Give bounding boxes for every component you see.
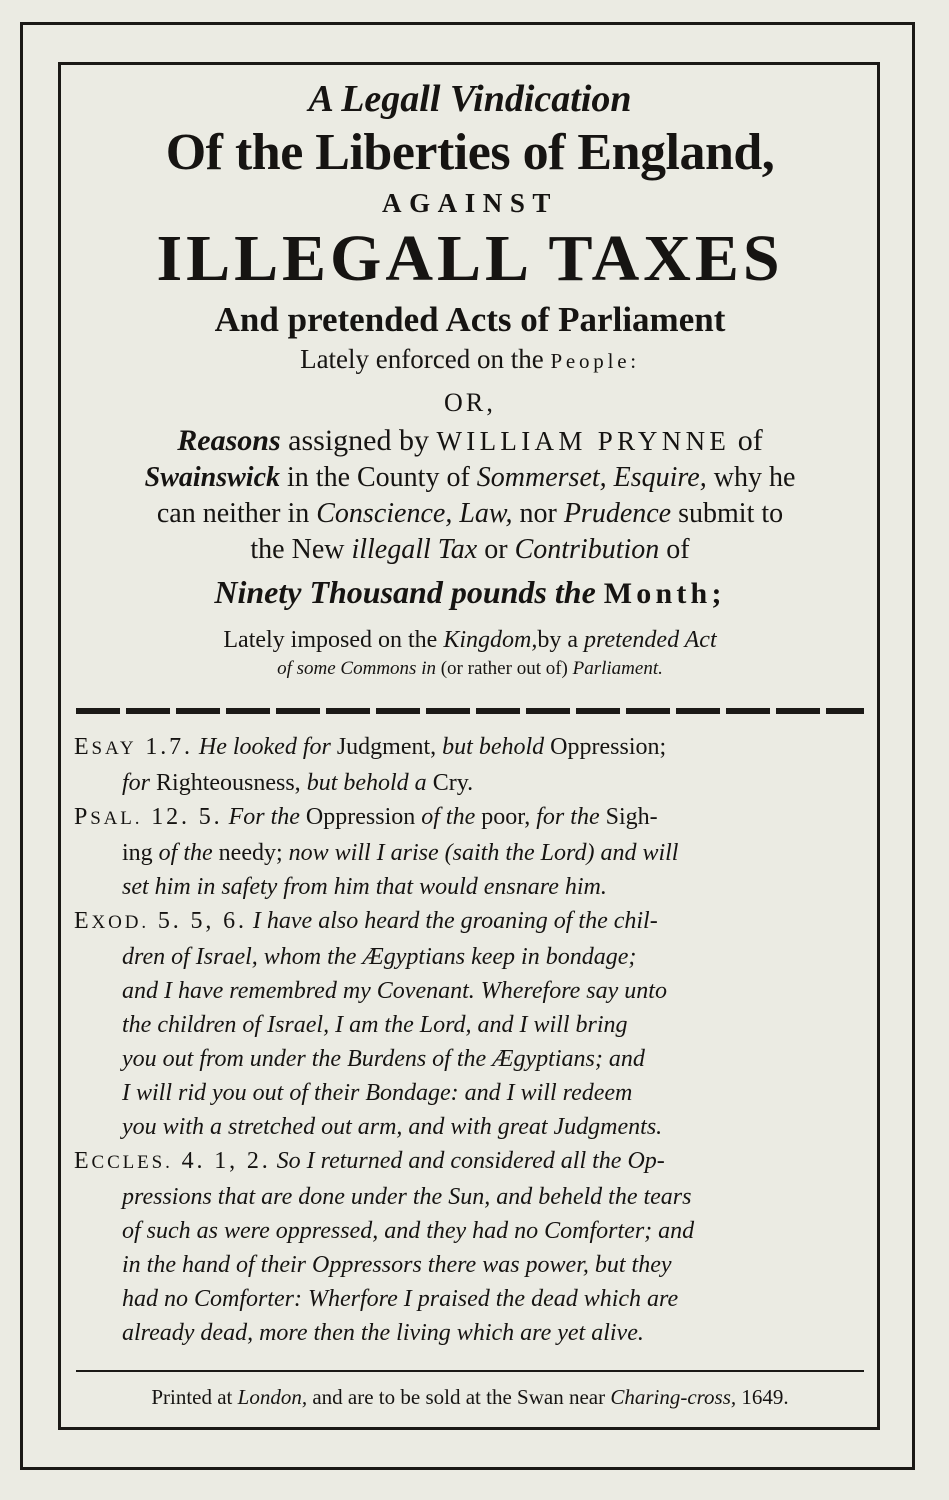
ref-cap: E <box>74 908 92 934</box>
quote-psal-line-2 <box>74 836 870 870</box>
title-line-5-text: And pretended Acts of Parliament <box>214 300 726 339</box>
text: Oppression <box>305 804 416 830</box>
imprint-text: Printed at <box>151 1385 238 1409</box>
text: now will I arise (saith the Lord) and will <box>282 840 679 866</box>
title-line-13-a: Lately imposed on the <box>223 627 444 653</box>
imprint-year: 1649. <box>736 1385 789 1409</box>
title-line-5 <box>70 298 870 342</box>
quote-psal-line-1 <box>74 800 870 836</box>
quote-exod-line-7: you with a stretched out arm, and with great Judgments. <box>122 1114 663 1140</box>
quote-eccles-line-6: already dead, more then the living which are yet alive. <box>122 1320 644 1346</box>
title-line-10-b: Conscience, Law, <box>316 498 513 529</box>
title-line-2: Of the Liberties of England, <box>165 124 775 181</box>
quote-eccles-line-2: pressions that are done under the Sun, and beheld the tears <box>122 1184 692 1210</box>
scripture-quotes <box>74 730 870 1350</box>
text: needy; <box>218 840 283 866</box>
title-line-12 <box>70 570 870 616</box>
quote-eccles-line-5: had no Comforter: Wherfore I praised the dead which are <box>122 1286 679 1312</box>
text: of the <box>152 840 219 866</box>
title-line-10-e: submit to <box>671 498 784 529</box>
title-line-9-a: Swainswick <box>144 462 281 493</box>
quote-eccles-line-1 <box>74 1144 870 1180</box>
text: Righteousness, <box>156 770 301 796</box>
quote-exod-line-4: the children of Israel, I am the Lord, and I will bring <box>122 1012 628 1038</box>
quote-exod-line-1 <box>74 904 870 940</box>
title-line-13 <box>70 624 870 656</box>
title-line-6-b: People: <box>550 349 640 373</box>
text: but behold <box>436 734 551 760</box>
text: Judgment, <box>336 734 437 760</box>
text: but behold a <box>300 770 433 796</box>
quote-exod-line-5: you out from under the Burdens of the Ægyptians; and <box>122 1046 645 1072</box>
title-line-8-d: of <box>730 424 763 457</box>
quote-esay-line-2 <box>74 766 870 800</box>
text: I have also heard the groaning of the chil- <box>246 908 658 934</box>
title-line-8-b: assigned by <box>280 424 437 457</box>
title-line-14-b: (or rather out of) <box>440 658 568 679</box>
quote-exod-line-6: I will rid you out of their Bondage: and I will redeem <box>122 1080 633 1106</box>
title-line-6 <box>70 342 870 378</box>
imprint-text: and are to be sold at the Swan near <box>307 1385 611 1409</box>
title-line-13-d: pretended Act <box>584 627 717 653</box>
ornamental-rule <box>76 708 864 714</box>
title-line-1: A Legall Vindication <box>308 78 632 120</box>
title-line-10-c: nor <box>512 498 564 529</box>
title-line-6-a: Lately enforced on the <box>300 344 551 374</box>
title-block <box>70 72 870 1409</box>
title-line-11-b: illegall Tax <box>351 534 478 565</box>
imprint-rule <box>76 1370 864 1372</box>
title-line-9 <box>70 460 870 496</box>
quote-exod-line-2: dren of Israel, whom the Ægyptians keep in bondage; <box>122 944 637 970</box>
title-line-11-d: Contribution <box>514 534 660 565</box>
title-line-9-c: Sommerset, Esquire, <box>476 462 707 493</box>
ref-small: XOD. <box>91 912 149 933</box>
text: of the <box>415 804 482 830</box>
quote-esay-line-1 <box>74 730 870 766</box>
quote-eccles-line-3: of such as were oppressed, and they had no Comforter; and <box>122 1218 695 1244</box>
text: Cry. <box>432 770 474 796</box>
ref-cap: P <box>74 804 91 830</box>
imprint-location: Charing-cross, <box>610 1385 737 1409</box>
text: poor, <box>481 804 531 830</box>
title-line-11 <box>70 532 870 568</box>
title-line-8-a: Reasons <box>177 424 281 457</box>
title-line-4: ILLEGALL TAXES <box>156 222 784 295</box>
title-line-12-b: Month; <box>603 577 726 610</box>
title-line-14-c: Parliament. <box>567 658 663 679</box>
text: For the <box>222 804 306 830</box>
quote-eccles-line-4: in the hand of their Oppressors there was power, but they <box>122 1252 672 1278</box>
author-name: WILLIAM PRYNNE <box>436 426 731 456</box>
title-line-13-b: Kingdom, <box>443 627 538 653</box>
ref-small: SAL. <box>90 808 143 829</box>
quote-ref <box>74 908 247 934</box>
title-line-7: OR, <box>444 388 496 417</box>
text: ing <box>122 840 153 866</box>
text: for the <box>530 804 606 830</box>
title-line-14-a: of some Commons in <box>277 658 441 679</box>
ref-small: CCLES. <box>91 1152 173 1173</box>
title-line-9-b: in the County of <box>280 462 477 493</box>
text: for <box>122 770 157 796</box>
text: Oppression; <box>550 734 667 760</box>
title-line-13-c: by a <box>537 627 584 653</box>
imprint <box>70 1382 870 1412</box>
text: He looked for <box>192 734 337 760</box>
quote-ref <box>74 1148 271 1174</box>
title-line-8 <box>70 422 870 460</box>
text: So I returned and considered all the Op- <box>270 1148 665 1174</box>
title-line-10-a: can neither in <box>156 498 317 529</box>
ref-cap: E <box>74 734 92 760</box>
title-line-14 <box>70 656 870 682</box>
title-line-9-d: why he <box>706 462 796 493</box>
ref-number: 1.7. <box>136 734 193 760</box>
ref-number: 5. 5, 6. <box>148 908 247 934</box>
title-line-12-a: Ninety Thousand pounds the <box>214 574 604 610</box>
title-line-11-a: the New <box>250 534 352 565</box>
quote-ref <box>74 734 193 760</box>
title-line-11-c: or <box>477 534 515 565</box>
quote-psal-line-3: set him in safety from him that would ensnare him. <box>122 874 607 900</box>
title-line-10-d: Prudence <box>563 498 672 529</box>
ref-number: 12. 5. <box>142 804 223 830</box>
title-line-11-e: of <box>659 534 690 565</box>
text: Sigh- <box>605 804 658 830</box>
title-line-10 <box>70 496 870 532</box>
ref-number: 4. 1, 2. <box>172 1148 271 1174</box>
quote-ref <box>74 804 223 830</box>
title-line-3: AGAINST <box>382 188 558 218</box>
quote-exod-line-3: and I have remembred my Covenant. Wherefore say unto <box>122 978 667 1004</box>
imprint-place: London, <box>237 1385 308 1409</box>
ref-small: SAY <box>91 738 137 759</box>
ref-cap: E <box>74 1148 92 1174</box>
